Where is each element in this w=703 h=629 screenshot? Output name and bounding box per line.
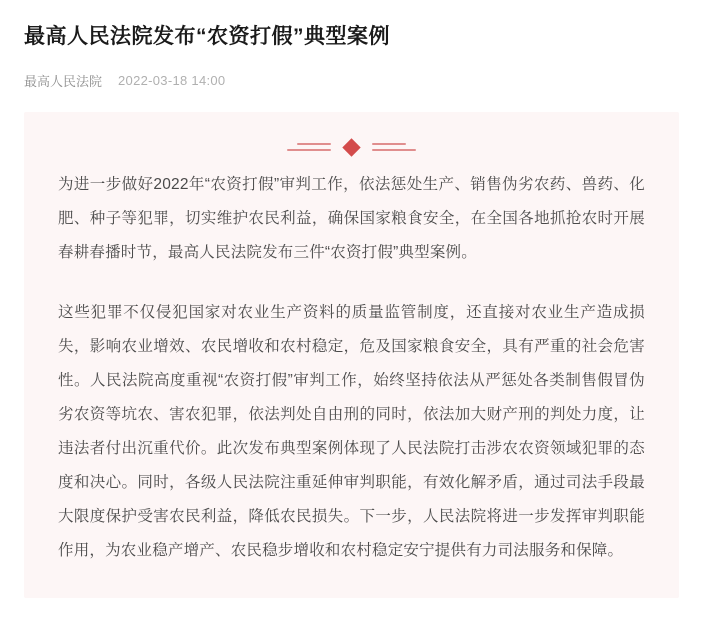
article-paragraph: 这些犯罪不仅侵犯国家对农业生产资料的质量监管制度，还直接对农业生产造成损失，影响农业增效、农民增收和农村稳定，危及国家粮食安全，具有严重的社会危害性。人民法院高度重视“农资打假”审判工作，始终坚持依法从严惩处各类制售假冒伪劣农资等坑农、害农犯罪，依法判处自由刑的同时，依法加大财产刑的判处力度，让违法者付出沉重代价。此次发布典型案例体现了人民法院打击涉农农资领域犯罪的态度和决心。同时，各级人民法院注重延伸审判职能，有效化解矛盾，通过司法手段最大限度保护受害农民利益，降低农民损失。下一步，人民法院将进一步发挥审判职能作用，为农业稳产增产、农民稳步增收和农村稳定安宁提供有力司法服务和保障。 <box>58 304 645 559</box>
ornament-diamond-icon <box>342 138 360 156</box>
diamond-ornament-icon <box>58 130 645 164</box>
article-meta <box>24 71 679 106</box>
article-paragraph: 为进一步做好2022年“农资打假”审判工作，依法惩处生产、销售伪劣农药、兽药、化肥、种子等犯罪，切实维护农民利益，确保国家粮食安全，在全国各地抓抢农时开展春耕春播时节，最高人民法院发布三件“农资打假”典型案例。 <box>58 176 645 261</box>
article-container <box>0 22 703 598</box>
page-title: 最高人民法院发布“农资打假”典型案例 <box>24 25 390 48</box>
ornament-right-lines-icon <box>372 143 416 151</box>
article-datetime: 2022-03-18 14:00 <box>118 73 226 88</box>
ornament-left-lines-icon <box>287 143 331 151</box>
article-source: 最高人民法院 <box>24 74 103 89</box>
article-body-card <box>24 112 679 598</box>
